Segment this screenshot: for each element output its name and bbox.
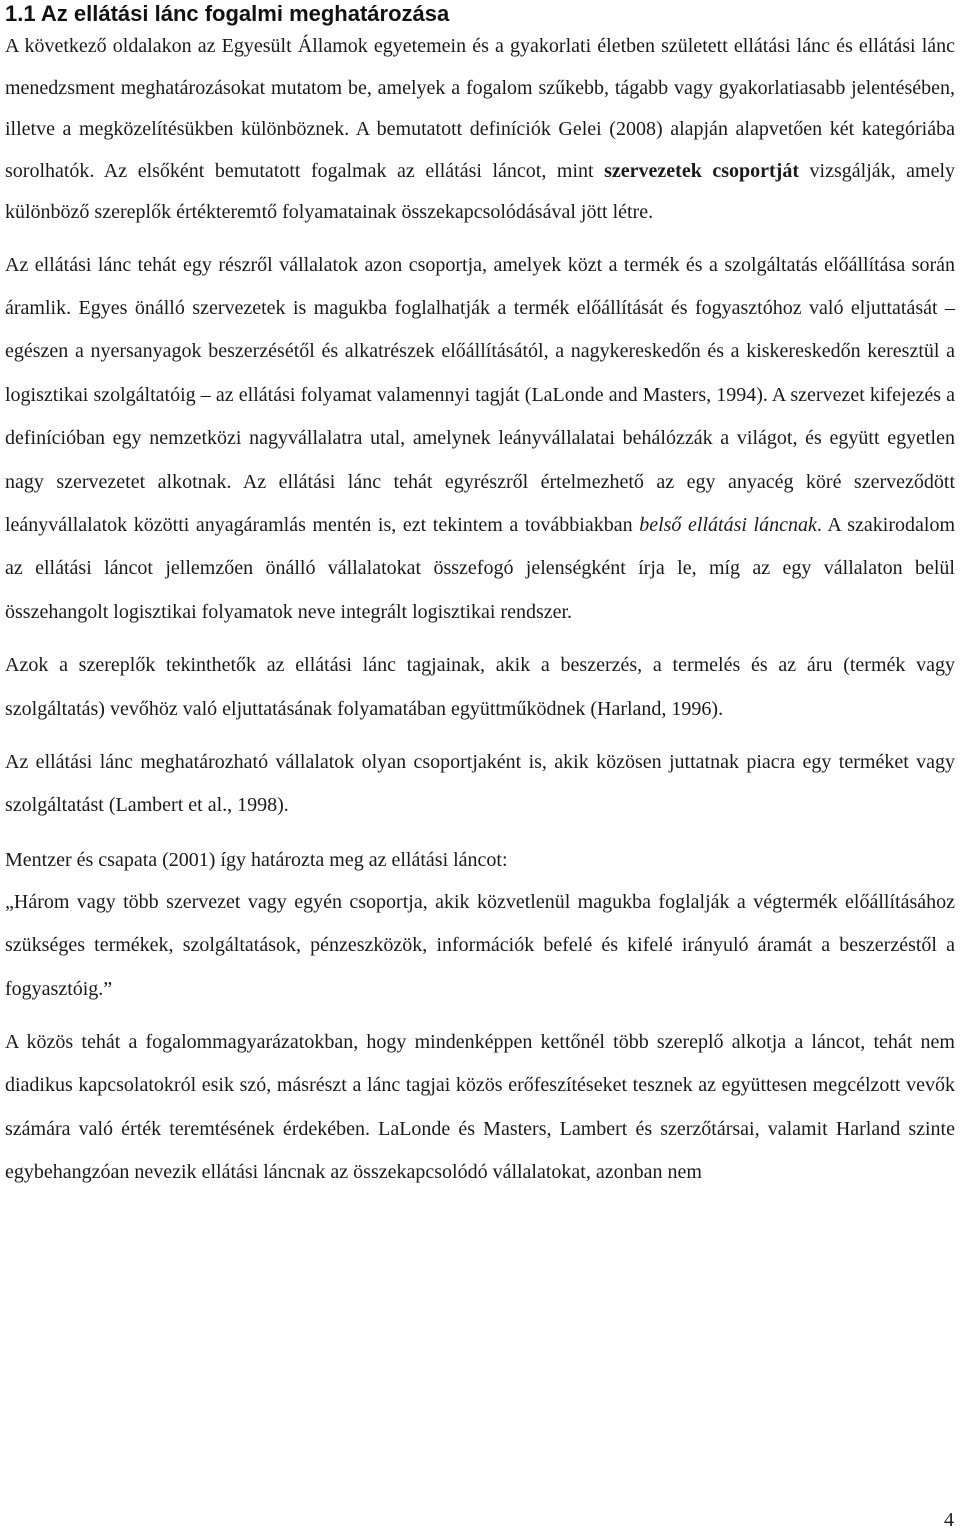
paragraph-4: Az ellátási lánc meghatározható vállalatok olyan csoportjaként is, akik közösen juttatnak piacra egy terméket vagy szolgáltatást (Lambert et al., 1998). [5, 750, 955, 817]
emphasis-bold: szervezetek csoportját [604, 159, 799, 182]
paragraph-5: Mentzer és csapata (2001) így határozta meg az ellátási láncot: [5, 848, 508, 871]
paragraph-2 [5, 244, 955, 635]
paragraph-6-quote: „Három vagy több szervezet vagy egyén csoportja, akik közvetlenül magukba foglalják a végtermék előállításához szükséges termékek, szolgáltatások, pénzeszközök, információk befelé és kifelé irányuló áramát a beszerzéstől a fogyasztóig.” [5, 890, 955, 1000]
paragraph-1-end: vizsgálják, amely különböző szereplők értékteremtő folyamatainak összekapcsolódásával jött létre. [5, 159, 956, 223]
paragraph-2-end: . A szakirodalom az ellátási láncot jellemzően önálló vállalatokat összefogó jelenségként írja le, míg az egy vállalaton belül összehangolt logisztikai folyamatok neve integrált logisztikai rendszer. [5, 513, 956, 623]
paragraph-1-text: A következő oldalakon az Egyesült Államok egyetemein és a gyakorlati életben született ellátási lánc és ellátási lánc menedzsment meghatározásokat mutatom be, amelyek a fogalom szűkebb, tágabb vagy gyakorlatiasabb jelentésében, illetve a megközelítésükben különböznek. A bemutatott definíciók Gelei (2008) alapján alapvetően két kategóriába sorolhatók. Az elsőként bemutatott fogalmak az ellátási láncot, mint [5, 35, 955, 182]
paragraph-7: A közös tehát a fogalommagyarázatokban, hogy mindenképpen kettőnél több szereplő alkotja a láncot, tehát nem diadikus kapcsolatokról esik szó, másrészt a lánc tagjai közös erőfeszítéseket tesznek az együttesen megcélzott vevők számára való érték teremtésének érdekében. LaLonde és Masters, Lambert és szerzőtársai, valamit Harland szinte egybehangzóan nevezik ellátási láncnak az összekapcsolódó vállalatokat, azonban nem [5, 1031, 955, 1184]
paragraph-1 [5, 26, 955, 234]
document-page [5, 0, 955, 1195]
paragraph-3: Azok a szereplők tekinthetők az ellátási lánc tagjainak, akik a beszerzés, a termelés és az áru (termék vagy szolgáltatás) vevőhöz való eljuttatásának folyamatában együttműködnek (Harland, 1996). [5, 654, 955, 720]
section-title: 1.1 Az ellátási lánc fogalmi meghatározása [5, 1, 450, 26]
emphasis-italic: belső ellátási láncnak [639, 513, 817, 536]
paragraph-2-text: Az ellátási lánc tehát egy részről vállalatok azon csoportja, amelyek közt a termék és a szolgáltatás előállítása során áramlik. Egyes önálló szervezetek is magukba foglalhatják a termék előállítását és fogyasztóhoz való eljuttatását – egészen a nyersanyagok beszerzésétől és alkatrészek előállításától, a nagykereskedőn és a kiskereskedőn keresztül a logisztikai szolgáltatóig – az ellátási folyamat valamennyi tagját (LaLonde and Masters, 1994). A szervezet kifejezés a definícióban egy nemzetközi nagyvállalatra utal, amelynek leányvállalatai behálózzák a világot, és együtt egyetlen nagy szervezetet alkotnak. Az ellátási lánc tehát egyrészről értelmezhető az egy anyacég köré szerveződött leányvállalatok közötti anyagáramlás mentén is, ezt tekintem a továbbiakban [5, 253, 955, 536]
page-number: 4 [944, 1509, 954, 1531]
